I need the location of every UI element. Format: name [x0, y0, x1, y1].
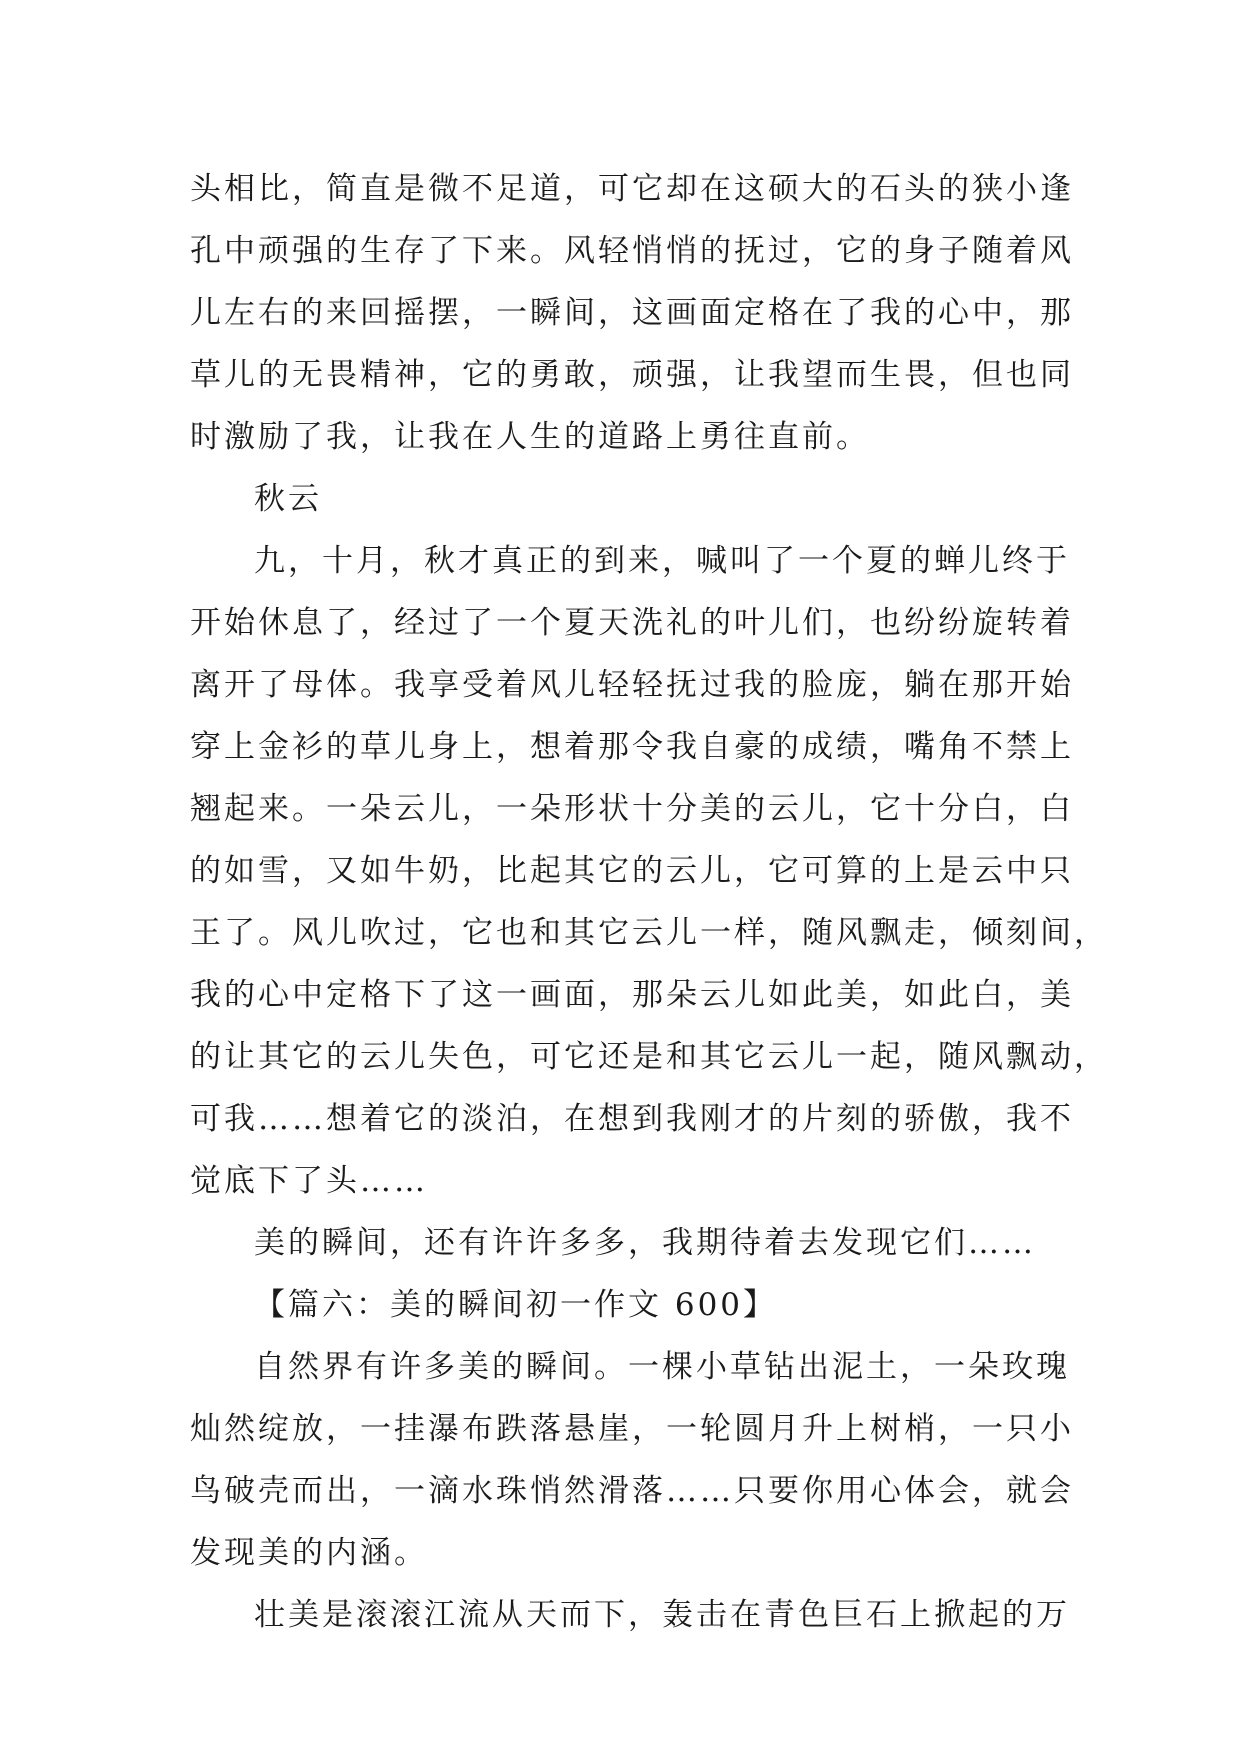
- text-line: 儿左右的来回摇摆，一瞬间，这画面定格在了我的心中，那: [190, 295, 1074, 331]
- text-line: 时激励了我，让我在人生的道路上勇往直前。: [190, 419, 870, 455]
- text-line: 发现美的内涵。: [190, 1535, 428, 1571]
- text-line: 头相比，简直是微不足道，可它却在这硕大的石头的狭小逢: [190, 171, 1074, 207]
- text-line: 穿上金衫的草儿身上，想着那令我自豪的成绩，嘴角不禁上: [190, 729, 1074, 765]
- text-line: 孔中顽强的生存了下来。风轻悄悄的抚过，它的身子随着风: [190, 233, 1074, 269]
- document-body: [190, 158, 1108, 1646]
- text-line: 的让其它的云儿失色，可它还是和其它云儿一起，随风飘动，: [190, 1039, 1108, 1075]
- text-line: 草儿的无畏精神，它的勇敢，顽强，让我望而生畏，但也同: [190, 357, 1074, 393]
- text-line: 壮美是滚滚江流从天而下，轰击在青色巨石上掀起的万: [254, 1597, 1070, 1633]
- text-line: 九，十月，秋才真正的到来，喊叫了一个夏的蝉儿终于: [254, 543, 1070, 579]
- text-line: 开始休息了，经过了一个夏天洗礼的叶儿们，也纷纷旋转着: [190, 605, 1074, 641]
- text-line: 【篇六：美的瞬间初一作文 600】: [254, 1287, 778, 1323]
- text-line: 的如雪，又如牛奶，比起其它的云儿，它可算的上是云中只: [190, 853, 1074, 889]
- text-line: 离开了母体。我享受着风儿轻轻抚过我的脸庞，躺在那开始: [190, 667, 1074, 703]
- text-line: 王了。风儿吹过，它也和其它云儿一样，随风飘走，倾刻间，: [190, 915, 1108, 951]
- text-line: 自然界有许多美的瞬间。一棵小草钻出泥土，一朵玫瑰: [254, 1349, 1070, 1385]
- text-line: 觉底下了头……: [190, 1163, 428, 1199]
- text-line: 翘起来。一朵云儿，一朵形状十分美的云儿，它十分白，白: [190, 791, 1074, 827]
- text-line: 秋云: [254, 481, 322, 517]
- text-line: 灿然绽放，一挂瀑布跌落悬崖，一轮圆月升上树梢，一只小: [190, 1411, 1074, 1447]
- text-line: 可我……想着它的淡泊，在想到我刚才的片刻的骄傲，我不: [190, 1101, 1074, 1137]
- text-line: 美的瞬间，还有许许多多，我期待着去发现它们……: [254, 1225, 1036, 1261]
- text-line: 我的心中定格下了这一画面，那朵云儿如此美，如此白，美: [190, 977, 1074, 1013]
- text-line: 鸟破壳而出，一滴水珠悄然滑落……只要你用心体会，就会: [190, 1473, 1074, 1509]
